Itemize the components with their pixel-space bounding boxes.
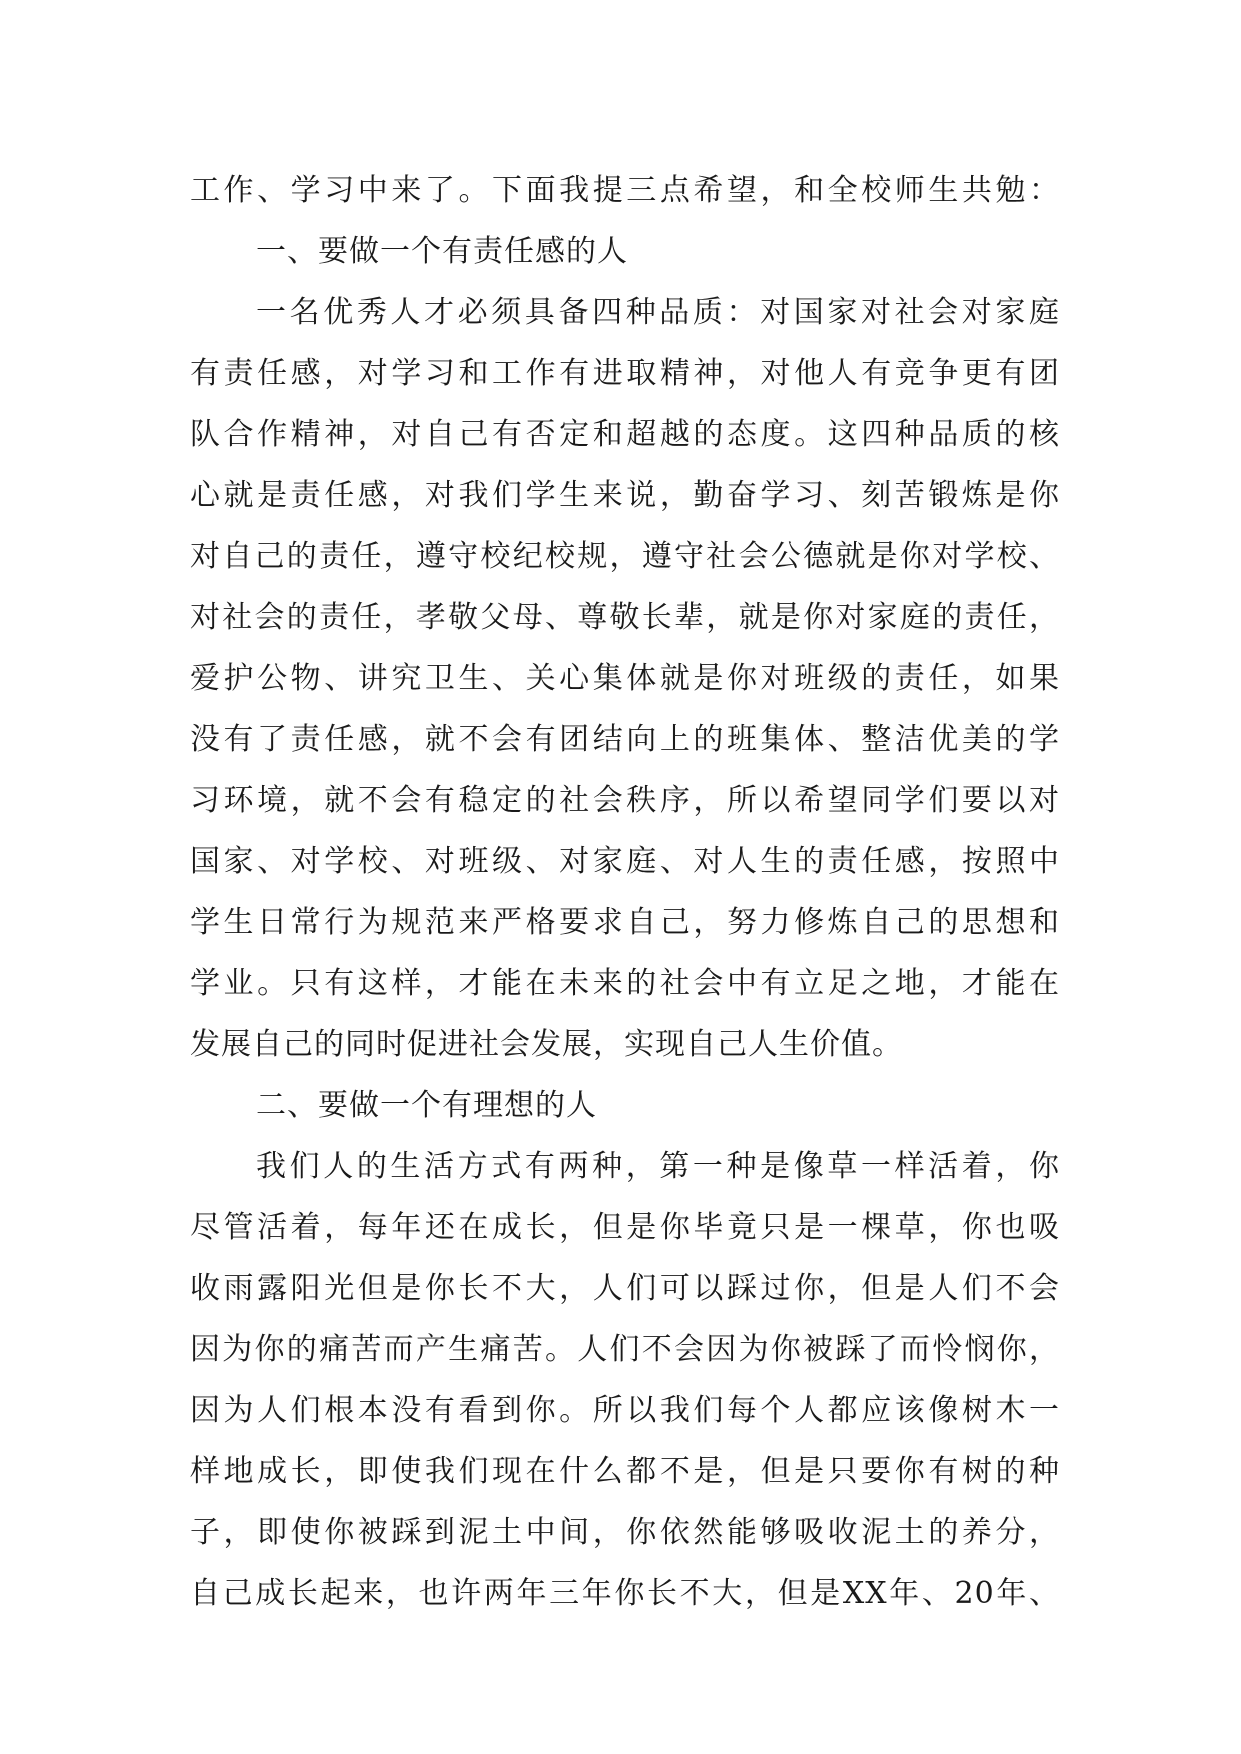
text-line: 没有了责任感，就不会有团结向上的班集体、整洁优美的学	[190, 722, 1060, 757]
text-line: 尽管活着，每年还在成长，但是你毕竟只是一棵草，你也吸	[190, 1210, 1060, 1245]
text-line: 学业。只有这样，才能在未来的社会中有立足之地，才能在	[190, 966, 1060, 1001]
text-line: 对自己的责任，遵守校纪校规，遵守社会公德就是你对学校、	[190, 539, 1060, 574]
text-line: 我们人的生活方式有两种，第一种是像草一样活着，你	[256, 1149, 1060, 1184]
text-line: 有责任感，对学习和工作有进取精神，对他人有竞争更有团	[190, 356, 1060, 391]
text-line: 发展自己的同时促进社会发展，实现自己人生价值。	[190, 1027, 903, 1062]
text-line: 因为人们根本没有看到你。所以我们每个人都应该像树木一	[190, 1393, 1060, 1428]
document-body	[190, 160, 1060, 1624]
text-line: 收雨露阳光但是你长不大，人们可以踩过你，但是人们不会	[190, 1271, 1060, 1306]
section-heading: 一、要做一个有责任感的人	[256, 234, 628, 269]
text-line: 心就是责任感，对我们学生来说，勤奋学习、刻苦锻炼是你	[190, 478, 1060, 513]
text-line: 爱护公物、讲究卫生、关心集体就是你对班级的责任，如果	[190, 661, 1060, 696]
text-line: 一名优秀人才必须具备四种品质：对国家对社会对家庭	[256, 295, 1060, 330]
text-line: 自己成长起来，也许两年三年你长不大，但是XX年、20年、	[190, 1576, 1060, 1611]
text-line: 工作、学习中来了。下面我提三点希望，和全校师生共勉：	[190, 173, 1060, 208]
text-line: 习环境，就不会有稳定的社会秩序，所以希望同学们要以对	[190, 783, 1060, 818]
text-line: 因为你的痛苦而产生痛苦。人们不会因为你被踩了而怜悯你，	[190, 1332, 1060, 1367]
text-line: 对社会的责任，孝敬父母、尊敬长辈，就是你对家庭的责任，	[190, 600, 1060, 635]
section-heading: 二、要做一个有理想的人	[256, 1088, 597, 1123]
text-line: 学生日常行为规范来严格要求自己，努力修炼自己的思想和	[190, 905, 1060, 940]
text-line: 队合作精神，对自己有否定和超越的态度。这四种品质的核	[190, 417, 1060, 452]
text-line: 子，即使你被踩到泥土中间，你依然能够吸收泥土的养分，	[190, 1515, 1060, 1550]
text-line: 国家、对学校、对班级、对家庭、对人生的责任感，按照中	[190, 844, 1060, 879]
text-line: 样地成长，即使我们现在什么都不是，但是只要你有树的种	[190, 1454, 1060, 1489]
